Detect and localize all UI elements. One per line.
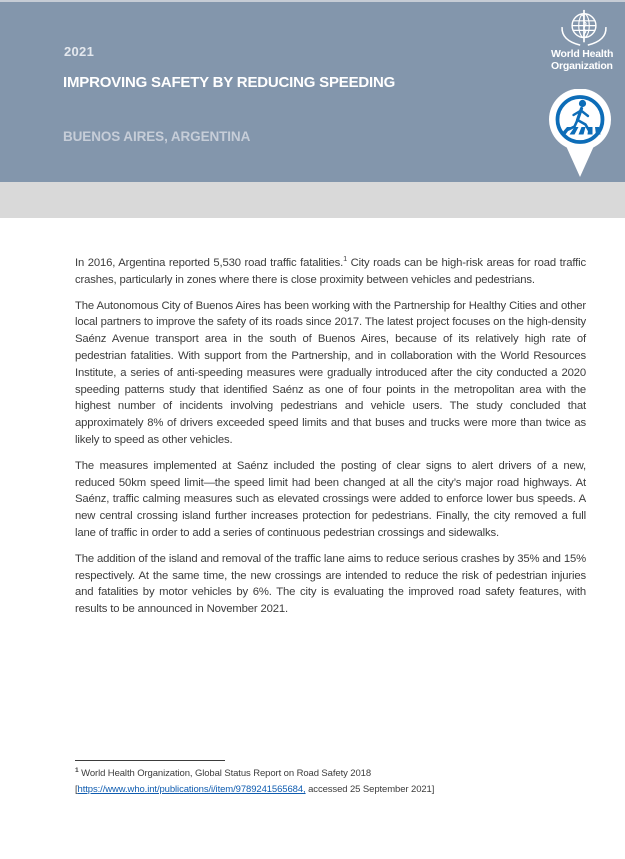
p1-text-start: In 2016, Argentina reported 5,530 road traffic fatalities. [75,257,344,269]
footnote-number: 1 [75,766,79,774]
who-logo [551,8,621,72]
footnote-link[interactable]: https://www.who.int/publications/i/item/9789241565684, [77,784,306,795]
header-band [0,2,625,182]
who-wordmark-line1: World Health [551,48,614,60]
footnote-reference-marker: 1 [343,254,348,264]
footnote-bracket-open: [ [75,784,78,795]
report-year: 2021 [64,44,95,59]
footnote-bracket-close: ] [431,784,435,795]
header-sub-band [0,182,625,218]
footnote-line-1 [75,766,555,782]
p1-text-end: City roads can be high-risk areas for road traffic crashes, particularly in zones where there is close proximity between vehicles and pedestrians. [75,257,586,286]
body-paragraph-1 [75,255,586,289]
body-paragraph-4: The addition of the island and removal of the traffic lane aims to reduce serious crashes by 35% and 15% respectively. At the same time, the new crossings are intended to reduce the risk of pedestrian injuries and fatalities by motor vehicles by 6%. The city is evaluating the improved road safety features, with results to be announced in November 2021. [75,552,586,616]
footnote-divider [75,760,225,761]
report-title: IMPROVING SAFETY BY REDUCING SPEEDING [63,74,396,91]
who-wordmark-line2: Organization [551,59,613,72]
who-emblem-icon [556,8,612,48]
footnote-line-2 [75,782,555,798]
footnote-source-text: World Health Organization, Global Status Report on Road Safety 2018 [78,768,372,779]
report-subtitle: BUENOS AIRES, ARGENTINA [63,129,251,144]
body-paragraph-2: The Autonomous City of Buenos Aires has been working with the Partnership for Healthy Cities and other local partners to improve the safety of its roads since 2017. The latest project focuses on the high-density Saénz Avenue transport area in the south of Buenos Aires, because of its relatively high rate of pedestrian fatalities. With support from the Partnership, and in collaboration with the World Resources Institute, a series of anti-speeding measures were gradually introduced after the city conducted a 2020 speeding patterns study that identified Saénz as one of four points in the metropolitan area with the highest number of incidents involving pedestrians and vehicle users. The study concluded that approximately 8% of drivers exceeded speed limits and that buses and trucks were more than twice as likely to speed as other vehicles. [75,299,586,446]
footnote-access-date: accessed 25 September 2021 [305,784,432,795]
body-paragraph-3: The measures implemented at Saénz included the posting of clear signs to alert drivers of a new, reduced 50km speed limit—the speed limit had been changed at all the city’s major road highways. At Saénz, traffic calming measures such as elevated crossings were added to enforce lower bus speeds. A new central crossing island further increases protection for pedestrians. Finally, the city removed a full lane of traffic in order to add a series of continuous pedestrian crossings and sidewalks. [75,459,586,539]
pedestrian-crossing-pin-icon [548,89,612,179]
footnote [75,760,555,798]
body-text [75,255,586,627]
